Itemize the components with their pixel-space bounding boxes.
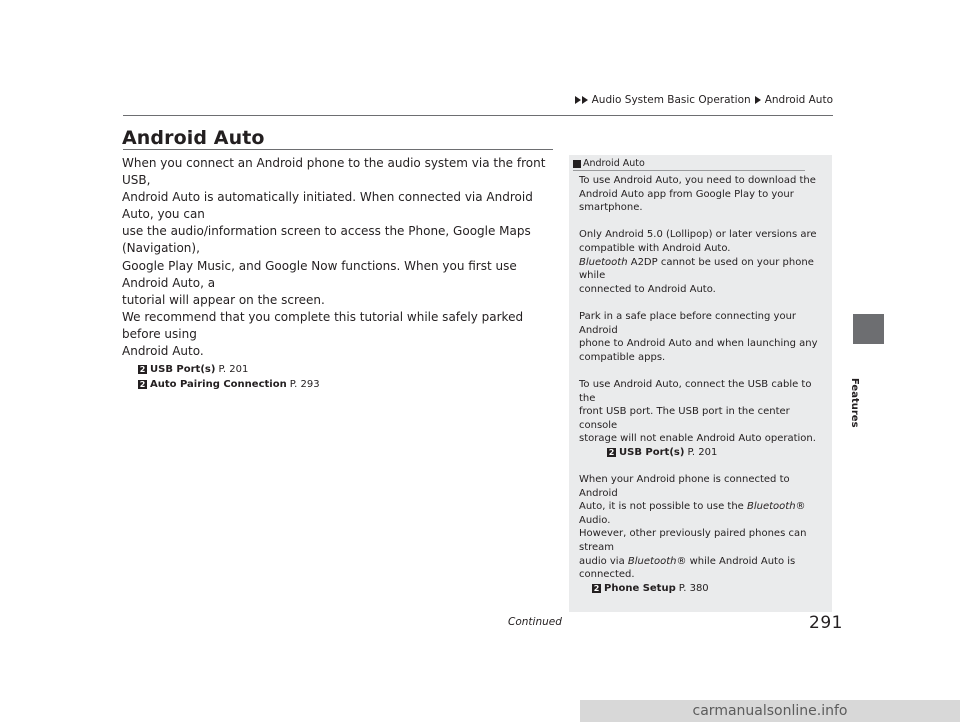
- sidebar-line: When your Android phone is connected to Android: [579, 474, 790, 499]
- sidebar-line: connected to Android Auto.: [579, 283, 716, 295]
- reference-label: Auto Pairing Connection: [150, 379, 287, 391]
- reference-link-auto-pairing[interactable]: [138, 377, 562, 392]
- reference-page: P. 380: [678, 582, 709, 594]
- reference-arrow-icon: 2: [593, 584, 600, 594]
- sidebar-line: Android Auto app from Google Play to your: [579, 188, 794, 200]
- intro-line: We recommend that you complete this tutorial while safely parked before using: [122, 309, 524, 341]
- breadcrumb-arrow-icon: [575, 96, 588, 104]
- breadcrumb-section: Audio System Basic Operation: [591, 94, 751, 106]
- reference-arrow-icon: 2: [139, 380, 146, 390]
- intro-line: use the audio/information screen to access the Phone, Google Maps (Navigation),: [122, 224, 531, 256]
- sidebar-line: compatible with Android Auto.: [579, 242, 731, 254]
- page-title: Android Auto: [122, 127, 265, 149]
- reference-arrow-icon: 2: [608, 448, 615, 458]
- sidebar-line: ® Audio.: [579, 501, 806, 526]
- sidebar-reference-usb-ports[interactable]: [607, 446, 827, 460]
- breadcrumb-arrow-icon: [755, 96, 761, 104]
- continued-label: Continued: [508, 616, 562, 628]
- reference-label: USB Port(s): [619, 446, 685, 458]
- reference-page: P. 293: [289, 379, 320, 391]
- sidebar-line: Park in a safe place before connecting your Android: [579, 310, 797, 336]
- sidebar-line: Only Android 5.0 (Lollipop) or later versions are: [579, 229, 817, 241]
- page-number: 291: [809, 613, 843, 633]
- sidebar-divider: [573, 170, 805, 171]
- reference-page: P. 201: [687, 446, 718, 458]
- intro-text: [122, 155, 562, 392]
- reference-arrow-icon: 2: [139, 365, 146, 375]
- sidebar-line: compatible apps.: [579, 351, 666, 363]
- reference-page: P. 201: [218, 364, 249, 376]
- note-marker-icon: [573, 160, 581, 168]
- sidebar-paragraph: [579, 473, 827, 582]
- sidebar-line: front USB port. The USB port in the center console: [579, 406, 790, 431]
- sidebar-line: smartphone.: [579, 202, 643, 214]
- sidebar-heading-text: Android Auto: [583, 158, 645, 169]
- reference-label: USB Port(s): [150, 364, 216, 376]
- sidebar-body: [579, 174, 827, 595]
- sidebar-paragraph: [579, 228, 827, 296]
- intro-line: tutorial will appear on the screen.: [122, 292, 325, 307]
- section-tab-marker: [853, 314, 884, 344]
- sidebar-line: Auto, it is not possible to use the: [579, 501, 747, 513]
- reference-link-usb-ports[interactable]: [138, 362, 562, 377]
- sidebar-line: audio via: [579, 555, 628, 567]
- sidebar-reference-phone-setup[interactable]: [592, 582, 827, 596]
- sidebar-line: phone to Android Auto and when launching any: [579, 338, 818, 350]
- title-divider: [123, 149, 553, 150]
- reference-label: Phone Setup: [604, 582, 676, 594]
- sidebar-heading: [573, 158, 645, 169]
- sidebar-paragraph: [579, 378, 827, 446]
- intro-line: Android Auto.: [122, 344, 204, 359]
- header-divider: [123, 115, 833, 116]
- sidebar-italic: Bluetooth: [627, 555, 677, 567]
- sidebar-line: ® while Android Auto is: [676, 555, 796, 567]
- breadcrumb: [575, 94, 833, 106]
- intro-line: Google Play Music, and Google Now functions. When you first use Android Auto, a: [122, 258, 517, 290]
- breadcrumb-page: Android Auto: [764, 94, 833, 106]
- sidebar-paragraph: [579, 310, 827, 364]
- intro-line: When you connect an Android phone to the audio system via the front USB,: [122, 156, 546, 188]
- sidebar-line: To use Android Auto, you need to download the: [579, 175, 816, 186]
- sidebar-line: A2DP cannot be used on your phone while: [579, 256, 814, 282]
- section-tab-label: Features: [849, 378, 860, 428]
- sidebar-line: To use Android Auto, connect the USB cable to the: [579, 378, 812, 404]
- sidebar-italic: Bluetooth: [746, 501, 796, 513]
- sidebar-line: However, other previously paired phones can stream: [579, 528, 807, 554]
- sidebar-italic: Bluetooth: [579, 256, 628, 268]
- intro-line: Android Auto is automatically initiated. When connected via Android Auto, you can: [122, 190, 533, 222]
- sidebar-line: storage will not enable Android Auto operation.: [579, 433, 816, 445]
- sidebar-line: connected.: [579, 569, 635, 581]
- sidebar-paragraph: [579, 174, 827, 215]
- watermark: carmanualsonline.info: [580, 700, 960, 722]
